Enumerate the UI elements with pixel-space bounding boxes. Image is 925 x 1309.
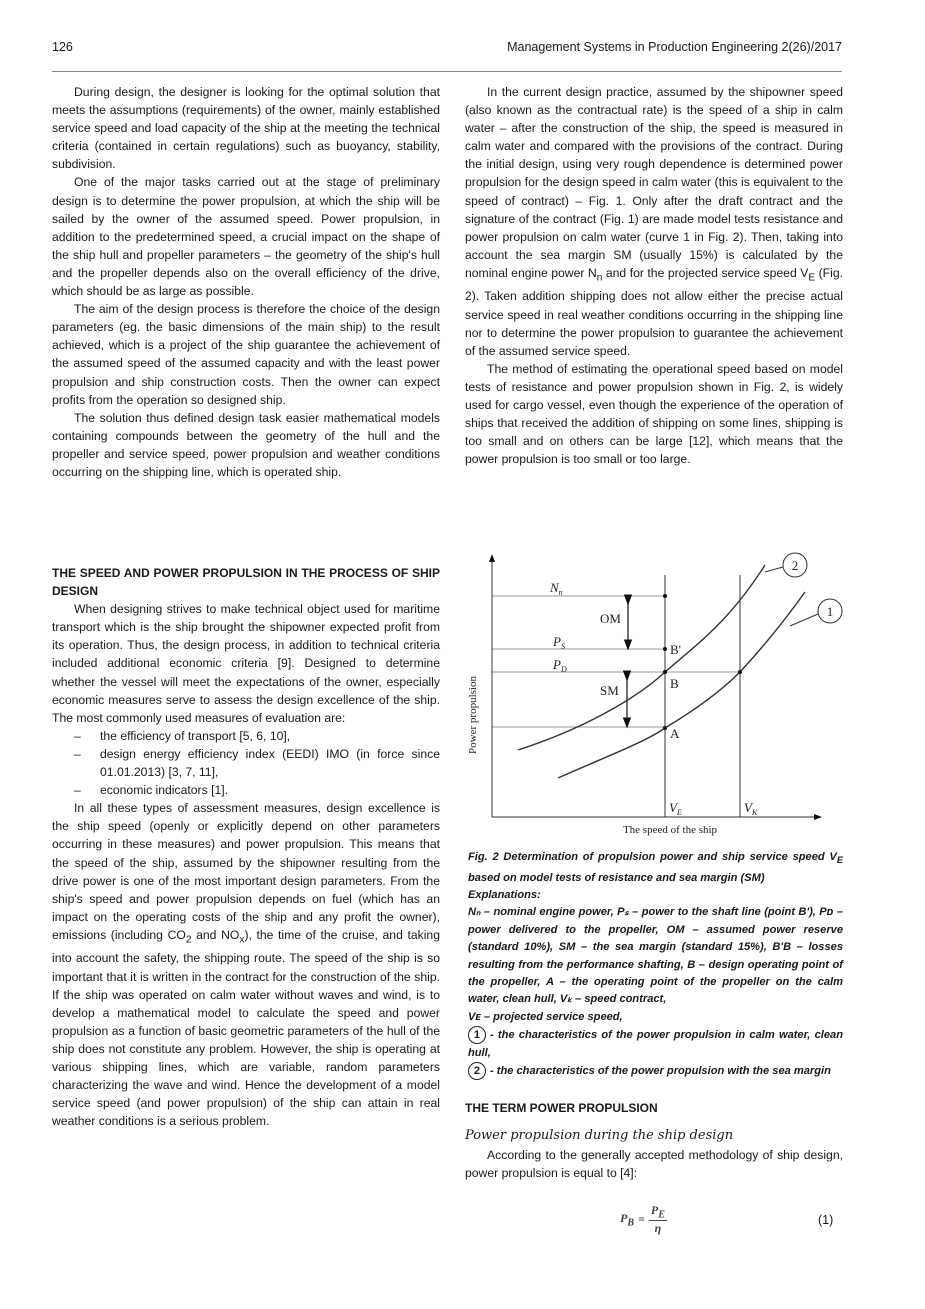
figure-caption: [468, 849, 843, 1081]
label-vk: $V_K$: [744, 800, 758, 817]
text: ), the time of the cruise, and taking into account the safety, the shipping route. The speed of the ship is so important that it is written in the contract for the construction of the ship. If the ship was operated on calm water without waves and wind, is to develop a mathematical model to calculate the speed and power propulsion as a function of basic geometric parameters of the hull of the ship does not constitute any problem. However, the ship is operating at various shipping lines, which are variable, random parameters characterizing the wave and wind. Hence the development of a model service speed (and power propulsion) of the ship can attain in real weather conditions is a serious problem.: [52, 927, 440, 1129]
text: and NO: [191, 927, 240, 942]
left-column-section: [52, 564, 440, 1130]
label-pd: $P_D$: [553, 657, 567, 674]
y-axis-label: Power propulsion: [467, 676, 479, 754]
x-axis-label: The speed of the ship: [622, 824, 718, 836]
subscript: 2: [185, 934, 192, 946]
text: In the current design practice, assumed by the shipowner speed (also known as the contractual rate) is the speed of a ship in calm water – after the construction of the ship, the speed is measured in calm water and compared with the provisions of the contract. During the initial design, using very rough dependence is determined power propulsion for the design speed in calm water (this is equivalent to the speed of contract) – Fig. 1. Only after the draft contract and the signature of the contract (Fig. 1) are made model tests resistance and power propulsion on calm water (curve 1 in Fig. 2). Then, taking into account the sea margin SM (usually 15%) is calculated by the nominal engine power N: [465, 85, 843, 280]
curve-1: [558, 592, 805, 778]
curve-1-label: 1: [826, 604, 834, 619]
label-ps: $P_S$: [553, 634, 565, 651]
caption-ve: Vᴇ – projected service speed,: [468, 1010, 623, 1023]
paragraph: The solution thus defined design task easier mathematical models containing compounds between the geometry of the hull and the propeller and service speed, power propulsion and weather conditions occurring on the shipping line, which is operated ship.: [52, 410, 440, 479]
points: [663, 594, 742, 730]
text: and for the projected service speed V: [602, 265, 809, 280]
label-b: B: [670, 676, 679, 691]
left-column-top: [52, 83, 440, 481]
label-sm: SM: [600, 683, 619, 698]
caption-title: Fig. 2 Determination of propulsion power and ship service speed $V_E$ based on model tests of resistance and sea margin (SM): [468, 851, 843, 884]
label-b-prime: B': [670, 642, 682, 657]
measures-list: [52, 727, 440, 799]
subscript: n: [596, 272, 603, 284]
curve-2-label: 2: [791, 558, 799, 573]
label-om: OM: [600, 611, 621, 626]
right-column-bottom: [465, 1099, 843, 1182]
equation-1: $P_B$ = $\frac{P_E}{\eta}$: [620, 1203, 665, 1236]
figure-2-diagram: [460, 550, 860, 840]
label-ve: $V_E$: [669, 800, 682, 817]
subscript: E: [808, 272, 816, 284]
header-rule: [52, 71, 842, 72]
text: In all these types of assessment measures, design excellence is the ship speed (openly or explicitly depend on other parameters occurring in these measures) and power propulsion. This means that the speed of the ship, assumed by the shipowner resulting from the drive power is one of the most important design parameters. From the ship's speed and power propulsion depends on fuel (which has an impact on the operating costs of the ship and any profit the owner), emissions (including CO: [52, 801, 440, 942]
paragraph: One of the major tasks carried out at the stage of preliminary design is to determine the power propulsion, at which the ship will be sailed by the owner of the assumed speed. Power propulsion, in addition to the predetermined speed, a crucial impact on the shape of the ship hull and propeller parameters – the geometry of the ship's hull and the propeller depends also on the overall efficiency of the drive, which should be as large as possible.: [52, 175, 440, 299]
caption-curve-1: 1 - the characteristics of the power propulsion in calm water, clean hull,: [468, 1026, 843, 1062]
subsection-heading: Power propulsion during the ship design: [465, 1128, 734, 1144]
paragraph: [52, 799, 440, 1130]
paragraph: [465, 83, 843, 360]
label-nn: $N_n$: [550, 580, 563, 597]
paragraph: When designing strives to make technical object used for maritime transport which is the ship brought the shipowner expected profit from its operation. Thus, the design process, in addition to technical criteria included additional economic criteria [9]. Designed to determine whether the vessel will meet the expectations of the owner, especially economic measures serve to assess the design excellence of the ship. The most commonly used measures of evaluation are:: [52, 602, 440, 725]
section-heading: THE TERM POWER PROPULSION: [465, 1101, 658, 1115]
journal-title: Management Systems in Production Engineering 2(26)/2017: [507, 40, 842, 54]
caption-curve-2: 2 - the characteristics of the power propulsion with the sea margin: [468, 1062, 843, 1080]
caption-explanations-label: Explanations:: [468, 889, 541, 902]
subscript: x: [239, 934, 245, 946]
page-number: 126: [52, 40, 73, 54]
paragraph: The method of estimating the operational speed based on model tests of resistance and power propulsion shown in Fig. 2, is widely used for cargo vessel, even though the experience of the operation of ships that received the addition of shipping on some lines, shipping is too small and on others can be large [12], which means that the power propulsion is too small or too large.: [465, 361, 843, 467]
paragraph: According to the generally accepted methodology of ship design, power propulsion is equal to [4]:: [465, 1148, 843, 1181]
list-item: – economic indicators [1].: [100, 781, 440, 799]
right-column-top: [465, 83, 843, 468]
text: (Fig. 2). Taken addition shipping does not allow either the precise actual service speed in real weather conditions occurring in the shipping line nor to determine the power propulsion to guarantee the achievement of the assumed service speed.: [465, 265, 843, 358]
caption-body: Nₙ – nominal engine power, Pₛ – power to the shaft line (point B'), Pᴅ – power delivered to the propeller, OM – assumed power reserve (standard 10%), SM – the sea margin (standard 15%), B'B – losses resulting from the performance shafting, B – design operating point of the propeller, A – the operating point of the propeller on the calm water, clean hull, Vₖ – speed contract,: [468, 906, 843, 1006]
label-a: A: [670, 726, 680, 741]
list-item: – design energy efficiency index (EEDI) IMO (in force since 01.01.2013) [3, 7, 11],: [100, 745, 440, 781]
list-item: – the efficiency of transport [5, 6, 10],: [100, 727, 440, 745]
paragraph: The aim of the design process is therefore the choice of the design parameters (eg. the basic dimensions of the main ship) to the result achieved, which is a project of the ship guarantee the achievement of the assumed speed of the assumed capacity and with the least power propulsion and ship construction costs. Then the owner can expect profits from the operation so designed ship.: [52, 302, 440, 407]
paragraph: During design, the designer is looking for the optimal solution that meets the assumptions (requirements) of the owner, mainly established service speed and load capacity of the ship at the meeting the technical criteria (contained in certain regulations) such as buoyancy, stability, subdivision.: [52, 85, 440, 172]
equation-number: (1): [818, 1213, 834, 1227]
section-heading: THE SPEED AND POWER PROPULSION IN THE PROCESS OF SHIP DESIGN: [52, 566, 440, 599]
